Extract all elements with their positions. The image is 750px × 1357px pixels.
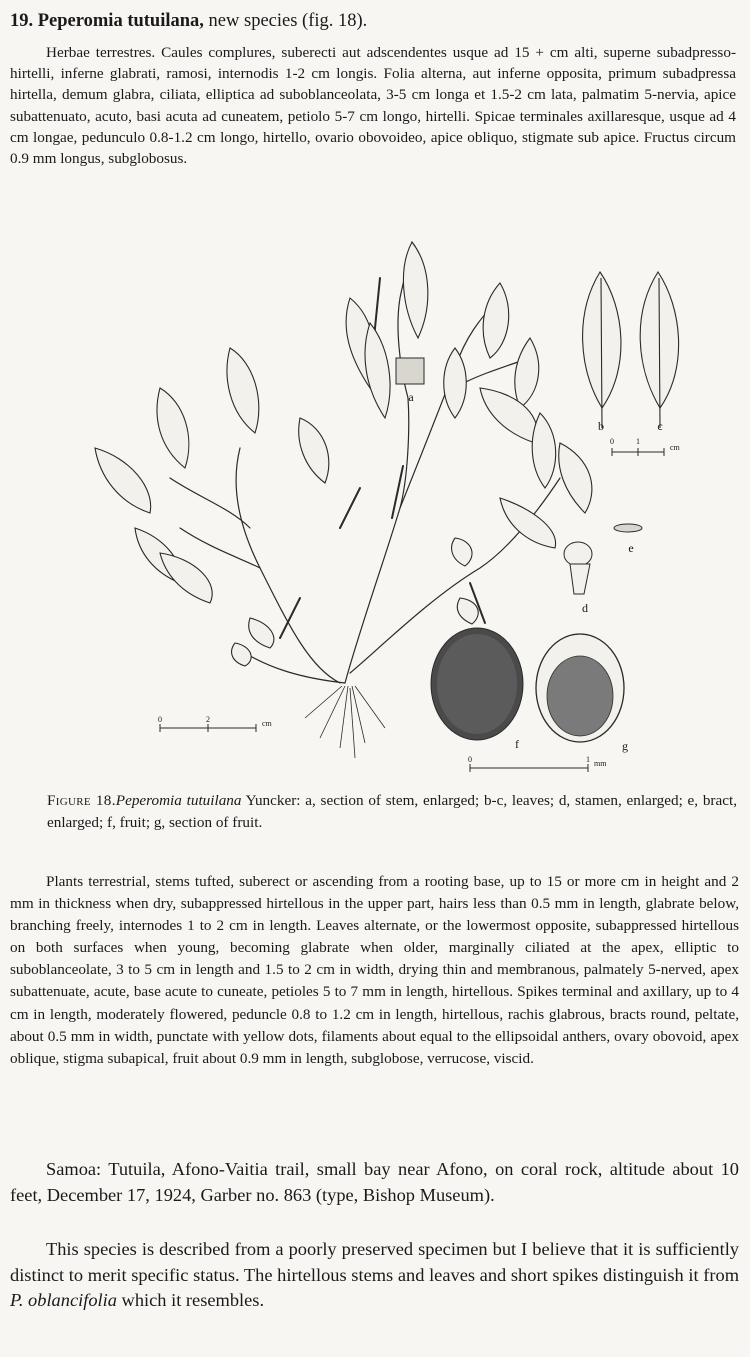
stem-branch-lower	[245, 653, 345, 683]
scale-fruit-1: 1	[586, 755, 590, 764]
english-description: Plants terrestrial, stems tufted, suberect or ascending from a rooting base, up to 15 or more cm in height and 2 mm in thickness when dry, subappressed hirtellous in the upper part, hairs less than 0.5 mm in length, glabrate below, branching freely, internodes 1 to 2 cm in length. Leaves alternate, or the lowermost opposite, subappressed hirtellous on both surfaces when young, becoming glabrate when older, marginally ciliated at the apex, elliptic to suboblanceolate, 3 to 5 cm in length and 1.5 to 2 cm in width, drying thin and membranous, palmately 5-nerved, apex subattenuate, acute, base acute to cuneate, petioles 5 to 7 mm in length, hirtellous. Spikes terminal and axillary, up to 4 cm in length, moderately flowered, peduncle 0.8 to 1.2 cm in length, hirtellous, rachis glabrous, bracts round, peltate, about 0.5 mm in width, punctate with yellow dots, filaments about equal to the ellipsoidal anthers, ovary obovoid, apex oblique, stigma subapical, fruit about 0.9 mm in length, subglobose, verrucose, viscid.	[10, 873, 739, 1067]
root	[355, 686, 385, 728]
figure-caption	[47, 790, 737, 834]
label-b: b	[598, 419, 604, 433]
latin-description: Herbae terrestres. Caules complures, suberecti aut adscendentes usque ad 15 + cm alti, superne subadpresso-hirtelli, inferne glabrati, ramosi, internodis 1-2 cm longis. Folia alterna, aut inferne opposita, primum subadpressa hirtella, demum glabra, ciliata, elliptica ad suboblanceolata, 3-5 cm longa et 1.5-2 cm lata, palmatim 5-nervia, apice subattenuato, acuto, basi acuta ad cuneatem, petiolo 5-7 cm longo, hirtelli. Spicae terminales axillaresque, usque ad 4 cm longae, pedunculo 0.8-1.2 cm longo, hirtello, ovario obovoideo, apice obliquo, stigmate sub apice. Fructus circum 0.9 mm longus, subglobosus.	[10, 44, 736, 168]
label-c: c	[657, 419, 663, 433]
leaf	[457, 598, 478, 624]
stem-branch-left	[236, 448, 340, 683]
label-e: e	[628, 541, 634, 555]
root	[350, 688, 355, 758]
species-heading	[10, 8, 740, 34]
leaf	[365, 323, 390, 418]
species-status: new species	[208, 11, 298, 31]
scale-bar-leaves	[612, 448, 664, 456]
leaf	[452, 538, 472, 566]
leaf	[160, 553, 212, 603]
botanical-illustration	[0, 228, 750, 788]
leaf	[157, 388, 189, 468]
spike	[340, 488, 360, 528]
label-d: d	[582, 601, 588, 615]
leaf	[227, 348, 259, 433]
label-f: f	[515, 737, 519, 751]
remark-compared-species: P. oblancifolia	[10, 1290, 117, 1311]
leaf	[232, 643, 252, 666]
main-stem	[345, 398, 409, 683]
leaf	[483, 283, 509, 358]
caption-label: Figure 18.	[47, 792, 116, 809]
leaf	[532, 413, 555, 488]
spike	[392, 466, 403, 518]
root	[305, 686, 342, 718]
scale-plant-0: 0	[158, 715, 162, 724]
leaf	[403, 242, 427, 338]
leaf	[299, 418, 329, 483]
leaf	[249, 618, 274, 648]
scale-fruit-0: 0	[468, 755, 472, 764]
specimen-locality: Samoa:	[46, 1159, 102, 1179]
stem-branch-left-upper	[180, 528, 260, 568]
remark-after: which it resembles.	[116, 1290, 265, 1311]
scale-bar-fruit	[470, 764, 588, 772]
spike	[280, 598, 300, 638]
caption-text: Yuncker: a, section of stem, enlarged; b-c, leaves; d, stamen, enlarged; e, bract, enlarged; f, fruit; g, section of fruit.	[47, 792, 737, 831]
stamen-d	[564, 542, 592, 594]
scale-plant-2: 2	[206, 715, 210, 724]
scale-fruit-unit: mm	[594, 759, 607, 768]
label-a: a	[408, 390, 414, 404]
bract-e	[614, 524, 642, 532]
leaf	[515, 338, 539, 408]
scale-leaves-0: 0	[610, 437, 614, 446]
scale-plant-unit: cm	[262, 719, 272, 728]
figure-reference: (fig. 18).	[302, 11, 368, 31]
stem-section-a	[396, 358, 424, 384]
root	[352, 686, 365, 743]
leaf	[444, 348, 467, 418]
species-name: Peperomia tutuilana,	[37, 11, 204, 31]
specimen-text: Tutuila, Afono-Vaitia trail, small bay near Afono, on coral rock, altitude about 10 feet, December 17, 1924, Garber no. 863 (type, Bishop Museum).	[10, 1159, 739, 1205]
label-g: g	[622, 739, 628, 753]
specimen-citation	[10, 1157, 739, 1208]
remark-before: This species is described from a poorly preserved specimen but I believe that it is sufficiently distinct to merit specific status. The hirtellous stems and leaves and short spikes distinguish it from	[10, 1239, 739, 1285]
root	[340, 686, 348, 748]
leaf	[559, 443, 592, 513]
scale-leaves-1: 1	[636, 437, 640, 446]
scale-bar-plant	[160, 724, 256, 732]
caption-species: Peperomia tutuilana	[115, 792, 242, 809]
scale-leaves-unit: cm	[670, 443, 680, 452]
leaf	[500, 498, 556, 548]
species-remark	[10, 1237, 739, 1314]
leaf	[95, 448, 151, 513]
species-number: 19.	[10, 11, 34, 31]
